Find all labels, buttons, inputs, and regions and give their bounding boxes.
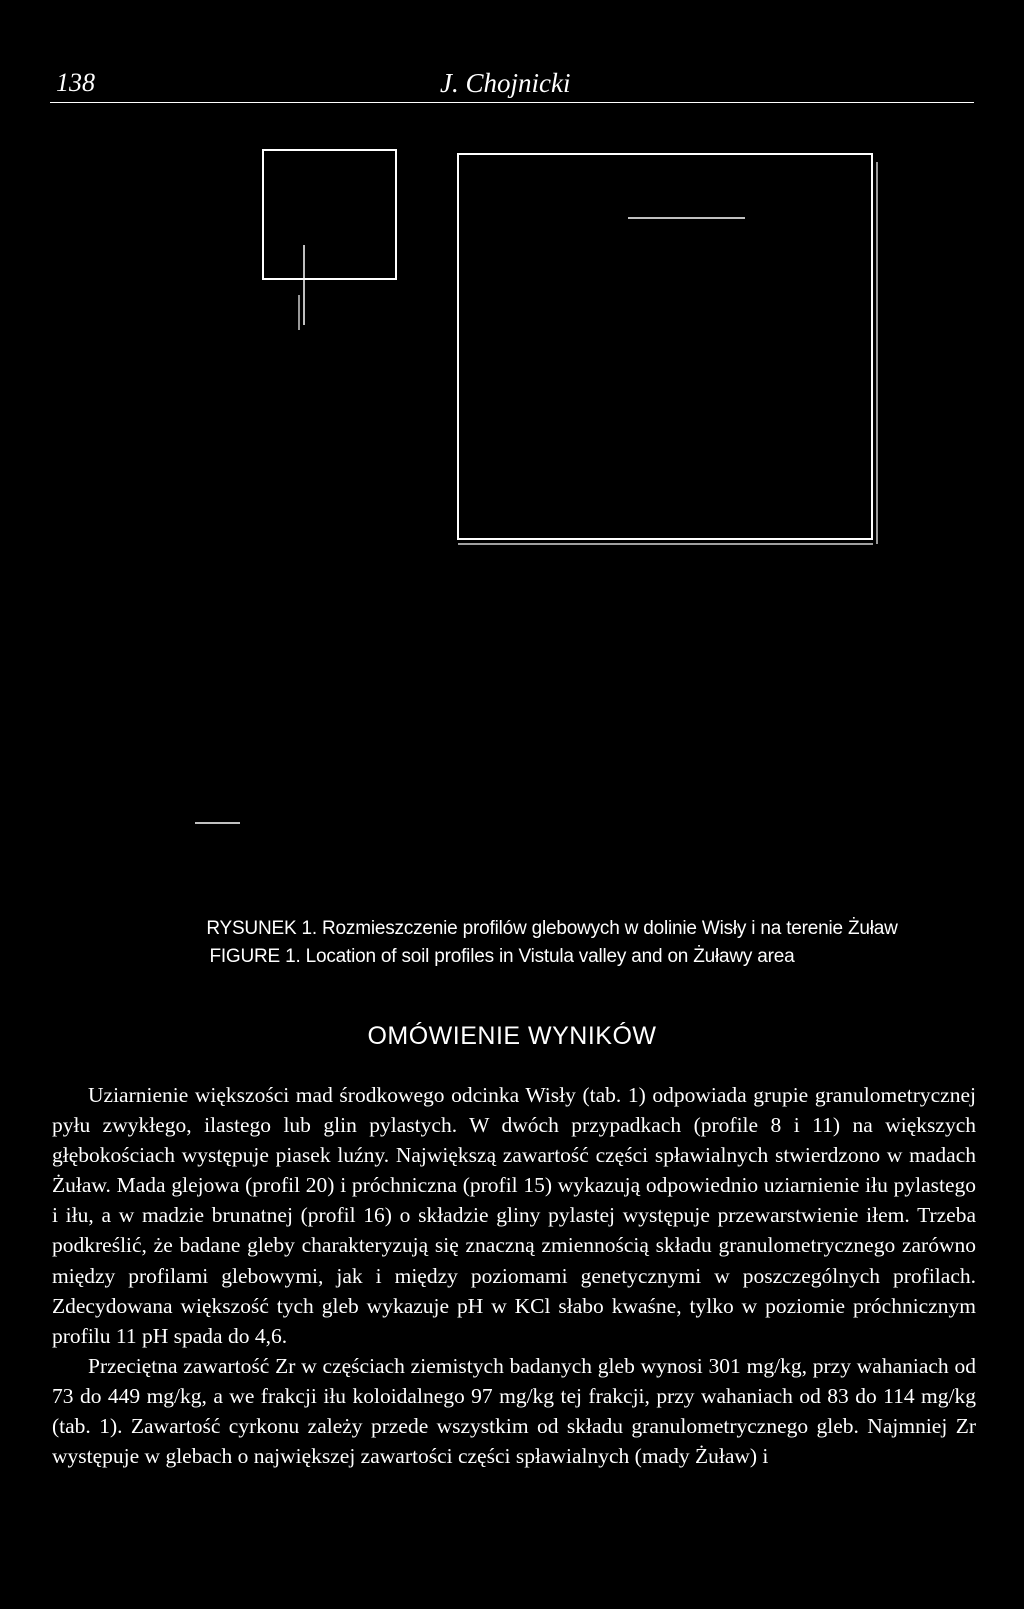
map-frame [458,154,872,539]
figure-map [0,140,1024,860]
running-head-author: J. Chojnicki [440,68,571,98]
page-header [50,62,974,103]
figure-map-drawing [0,140,1024,860]
figure-caption-english: FIGURE 1. Location of soil profiles in Vistula valley and on Żuławy area [209,946,795,967]
inset-frame [263,150,396,279]
paragraph-2: Przeciętna zawartość Zr w częściach ziemistych badanych gleb wynosi 301 mg/kg, przy wahaniach od 73 do 449 mg/kg, a we frakcji iłu koloidalnego 97 mg/kg tej frakcji, przy wahaniach od 83 do 114 mg/kg (tab. 1). Zawartość cyrkonu zależy przede wszystkim od składu granulometrycznego gleb. Najmniej Zr występuje w glebach o największej zawartości części spławialnych (mady Żuław) i [52,1353,976,1469]
page-number: 138 [56,68,95,97]
body-text [52,1080,976,1471]
paragraph-1: Uziarnienie większości mad środkowego odcinka Wisły (tab. 1) odpowiada grupie granulometrycznej pyłu zwykłego, ilastego lub glin pylastych. W dwóch przypadkach (profile 8 i 11) na większych głębokościach występuje piasek luźny. Największą zawartość części spławialnych stwierdzono w madach Żuław. Mada glejowa (profil 20) i próchniczna (profil 15) wykazują odpowiednio uziarnienie iłu pylastego i iłu, a w madzie brunatnej (profil 16) o składzie gliny pylastej występuje przewarstwienie iłem. Trzeba podkreślić, że badane gleby charakteryzują się znaczną zmiennością składu granulometrycznego zarówno między profilami glebowymi, jak i między poziomami genetycznymi w poszczególnych profilach. Zdecydowana większość tych gleb wykazuje pH w KCl słabo kwaśne, tylko w poziomie próchnicznym profilu 11 pH spada do 4,6. [52,1083,976,1348]
section-title: OMÓWIENIE WYNIKÓW [367,1022,657,1050]
figure-caption-polish: RYSUNEK 1. Rozmieszczenie profilów glebowych w dolinie Wisły i na terenie Żuław [206,918,898,939]
